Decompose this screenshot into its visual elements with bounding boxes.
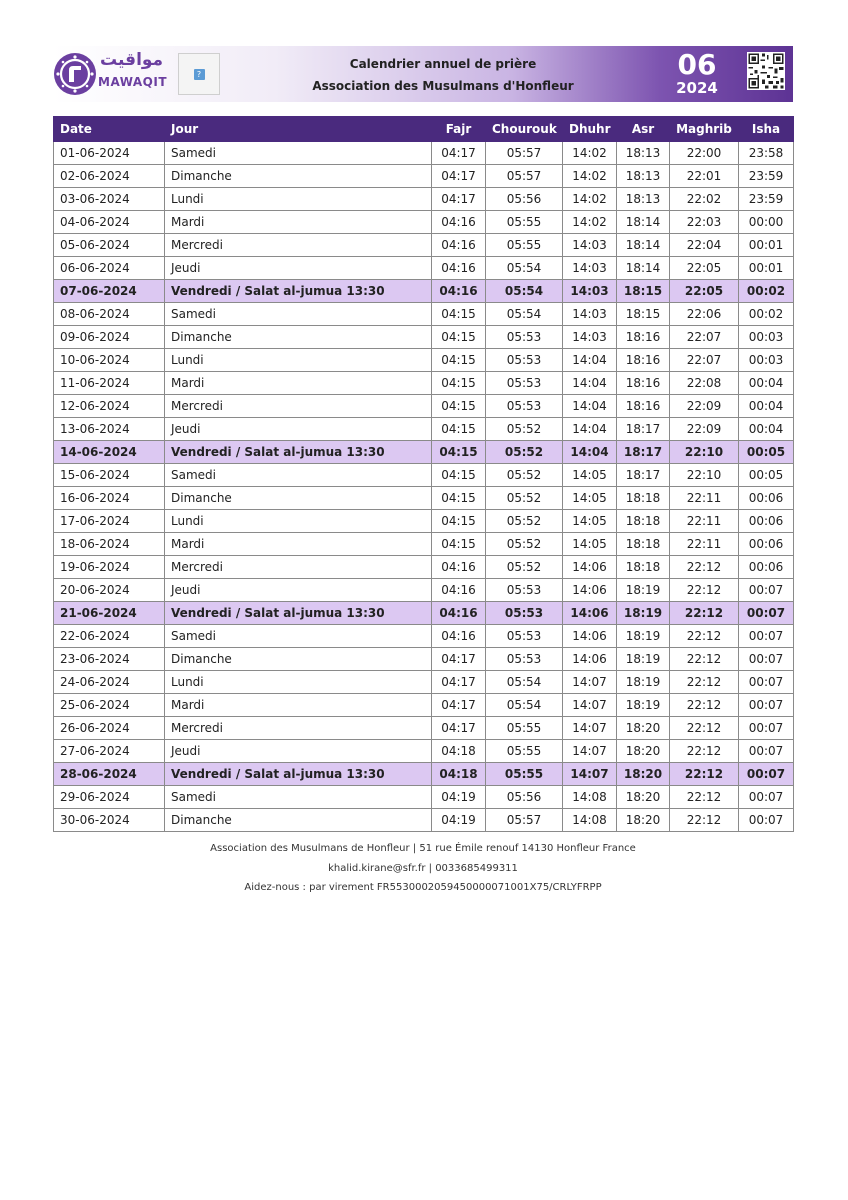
cell-dhuhr: 14:07 xyxy=(563,740,617,763)
cell-jour: Lundi xyxy=(165,188,432,211)
cell-maghrib: 22:12 xyxy=(670,740,739,763)
table-row xyxy=(54,809,794,832)
cell-isha: 00:07 xyxy=(739,579,794,602)
table-row xyxy=(54,464,794,487)
cell-jour: Dimanche xyxy=(165,648,432,671)
cell-dhuhr: 14:05 xyxy=(563,510,617,533)
cell-fajr: 04:15 xyxy=(432,326,486,349)
cell-maghrib: 22:12 xyxy=(670,717,739,740)
cell-fajr: 04:17 xyxy=(432,165,486,188)
cell-chourouk: 05:53 xyxy=(486,648,563,671)
cell-chourouk: 05:54 xyxy=(486,257,563,280)
cell-date: 04-06-2024 xyxy=(54,211,165,234)
cell-asr: 18:17 xyxy=(617,418,670,441)
cell-asr: 18:20 xyxy=(617,717,670,740)
table-row xyxy=(54,625,794,648)
cell-maghrib: 22:09 xyxy=(670,418,739,441)
month-number: 06 xyxy=(677,48,717,81)
cell-isha: 00:07 xyxy=(739,694,794,717)
table-row xyxy=(54,211,794,234)
cell-maghrib: 22:05 xyxy=(670,257,739,280)
cell-fajr: 04:16 xyxy=(432,234,486,257)
cell-jour: Mardi xyxy=(165,211,432,234)
cell-jour: Samedi xyxy=(165,786,432,809)
cell-chourouk: 05:54 xyxy=(486,303,563,326)
cell-dhuhr: 14:04 xyxy=(563,395,617,418)
cell-jour: Lundi xyxy=(165,349,432,372)
cell-date: 16-06-2024 xyxy=(54,487,165,510)
cell-asr: 18:14 xyxy=(617,234,670,257)
table-row xyxy=(54,326,794,349)
cell-date: 08-06-2024 xyxy=(54,303,165,326)
cell-maghrib: 22:03 xyxy=(670,211,739,234)
cell-asr: 18:16 xyxy=(617,372,670,395)
cell-asr: 18:16 xyxy=(617,395,670,418)
cell-fajr: 04:16 xyxy=(432,280,486,303)
cell-dhuhr: 14:02 xyxy=(563,211,617,234)
cell-chourouk: 05:52 xyxy=(486,510,563,533)
cell-asr: 18:19 xyxy=(617,625,670,648)
cell-maghrib: 22:05 xyxy=(670,280,739,303)
cell-jour: Lundi xyxy=(165,671,432,694)
cell-date: 10-06-2024 xyxy=(54,349,165,372)
cell-dhuhr: 14:08 xyxy=(563,786,617,809)
page-title: Calendrier annuel de prière xyxy=(349,57,537,71)
cell-maghrib: 22:12 xyxy=(670,671,739,694)
table-row xyxy=(54,165,794,188)
cell-chourouk: 05:55 xyxy=(486,740,563,763)
cell-date: 09-06-2024 xyxy=(54,326,165,349)
cell-date: 25-06-2024 xyxy=(54,694,165,717)
cell-chourouk: 05:55 xyxy=(486,763,563,786)
cell-maghrib: 22:11 xyxy=(670,533,739,556)
cell-jour: Dimanche xyxy=(165,487,432,510)
cell-dhuhr: 14:06 xyxy=(563,625,617,648)
cell-dhuhr: 14:02 xyxy=(563,188,617,211)
cell-chourouk: 05:53 xyxy=(486,326,563,349)
cell-jour: Mardi xyxy=(165,694,432,717)
footer-donation: Aidez-nous : par virement FR5530002059450000071001X75/CRLYFRPP xyxy=(244,882,602,893)
cell-isha: 00:01 xyxy=(739,234,794,257)
cell-chourouk: 05:53 xyxy=(486,395,563,418)
cell-date: 05-06-2024 xyxy=(54,234,165,257)
cell-maghrib: 22:12 xyxy=(670,556,739,579)
cell-dhuhr: 14:08 xyxy=(563,809,617,832)
cell-asr: 18:20 xyxy=(617,786,670,809)
cell-fajr: 04:16 xyxy=(432,556,486,579)
cell-date: 19-06-2024 xyxy=(54,556,165,579)
cell-jour: Vendredi / Salat al-jumua 13:30 xyxy=(165,602,432,625)
cell-jour: Samedi xyxy=(165,303,432,326)
header-banner xyxy=(53,46,793,102)
cell-dhuhr: 14:04 xyxy=(563,441,617,464)
column-header-maghrib: Maghrib xyxy=(670,117,739,142)
cell-jour: Vendredi / Salat al-jumua 13:30 xyxy=(165,441,432,464)
cell-maghrib: 22:11 xyxy=(670,510,739,533)
cell-chourouk: 05:55 xyxy=(486,211,563,234)
table-row xyxy=(54,694,794,717)
cell-fajr: 04:17 xyxy=(432,671,486,694)
cell-jour: Vendredi / Salat al-jumua 13:30 xyxy=(165,280,432,303)
cell-chourouk: 05:54 xyxy=(486,694,563,717)
table-row xyxy=(54,142,794,165)
table-row-friday xyxy=(54,602,794,625)
column-header-chourouk: Chourouk xyxy=(486,117,563,142)
column-header-isha: Isha xyxy=(739,117,794,142)
cell-isha: 00:06 xyxy=(739,510,794,533)
cell-fajr: 04:15 xyxy=(432,533,486,556)
cell-fajr: 04:16 xyxy=(432,625,486,648)
cell-asr: 18:20 xyxy=(617,740,670,763)
cell-asr: 18:19 xyxy=(617,579,670,602)
cell-dhuhr: 14:05 xyxy=(563,464,617,487)
cell-maghrib: 22:07 xyxy=(670,326,739,349)
cell-isha: 00:04 xyxy=(739,372,794,395)
cell-asr: 18:14 xyxy=(617,257,670,280)
cell-maghrib: 22:08 xyxy=(670,372,739,395)
cell-chourouk: 05:52 xyxy=(486,418,563,441)
cell-maghrib: 22:02 xyxy=(670,188,739,211)
cell-date: 07-06-2024 xyxy=(54,280,165,303)
cell-asr: 18:20 xyxy=(617,763,670,786)
cell-date: 03-06-2024 xyxy=(54,188,165,211)
cell-fajr: 04:15 xyxy=(432,510,486,533)
cell-isha: 00:07 xyxy=(739,763,794,786)
table-row xyxy=(54,717,794,740)
cell-maghrib: 22:07 xyxy=(670,349,739,372)
cell-date: 13-06-2024 xyxy=(54,418,165,441)
cell-asr: 18:16 xyxy=(617,349,670,372)
cell-asr: 18:15 xyxy=(617,303,670,326)
cell-asr: 18:19 xyxy=(617,602,670,625)
cell-date: 21-06-2024 xyxy=(54,602,165,625)
cell-dhuhr: 14:04 xyxy=(563,349,617,372)
cell-date: 17-06-2024 xyxy=(54,510,165,533)
cell-chourouk: 05:54 xyxy=(486,280,563,303)
cell-date: 27-06-2024 xyxy=(54,740,165,763)
cell-fajr: 04:15 xyxy=(432,464,486,487)
cell-maghrib: 22:12 xyxy=(670,809,739,832)
cell-dhuhr: 14:04 xyxy=(563,418,617,441)
cell-dhuhr: 14:03 xyxy=(563,257,617,280)
cell-fajr: 04:16 xyxy=(432,211,486,234)
cell-jour: Mercredi xyxy=(165,717,432,740)
cell-chourouk: 05:55 xyxy=(486,717,563,740)
cell-date: 20-06-2024 xyxy=(54,579,165,602)
cell-isha: 00:01 xyxy=(739,257,794,280)
cell-fajr: 04:17 xyxy=(432,188,486,211)
cell-chourouk: 05:56 xyxy=(486,188,563,211)
cell-jour: Mardi xyxy=(165,533,432,556)
cell-jour: Dimanche xyxy=(165,165,432,188)
cell-asr: 18:13 xyxy=(617,142,670,165)
logo-text: MAWAQIT xyxy=(98,75,168,89)
column-header-date: Date xyxy=(54,117,165,142)
mawaqit-logo-icon xyxy=(53,52,97,96)
cell-isha: 00:07 xyxy=(739,717,794,740)
cell-isha: 00:06 xyxy=(739,533,794,556)
cell-maghrib: 22:12 xyxy=(670,763,739,786)
cell-date: 26-06-2024 xyxy=(54,717,165,740)
cell-maghrib: 22:09 xyxy=(670,395,739,418)
table-row xyxy=(54,533,794,556)
cell-dhuhr: 14:05 xyxy=(563,487,617,510)
cell-dhuhr: 14:05 xyxy=(563,533,617,556)
table-row-friday xyxy=(54,441,794,464)
cell-date: 23-06-2024 xyxy=(54,648,165,671)
cell-fajr: 04:16 xyxy=(432,257,486,280)
table-row xyxy=(54,395,794,418)
cell-date: 22-06-2024 xyxy=(54,625,165,648)
cell-dhuhr: 14:06 xyxy=(563,556,617,579)
cell-chourouk: 05:53 xyxy=(486,625,563,648)
table-row xyxy=(54,556,794,579)
cell-chourouk: 05:53 xyxy=(486,602,563,625)
table-row xyxy=(54,487,794,510)
cell-fajr: 04:15 xyxy=(432,441,486,464)
cell-dhuhr: 14:04 xyxy=(563,372,617,395)
table-row xyxy=(54,257,794,280)
cell-date: 12-06-2024 xyxy=(54,395,165,418)
cell-dhuhr: 14:03 xyxy=(563,234,617,257)
cell-fajr: 04:15 xyxy=(432,349,486,372)
cell-maghrib: 22:12 xyxy=(670,602,739,625)
cell-jour: Mardi xyxy=(165,372,432,395)
column-header-fajr: Fajr xyxy=(432,117,486,142)
footer-address: Association des Musulmans de Honfleur | 51 rue Émile renouf 14130 Honfleur France xyxy=(210,843,636,854)
cell-isha: 00:07 xyxy=(739,786,794,809)
cell-chourouk: 05:55 xyxy=(486,234,563,257)
cell-fajr: 04:15 xyxy=(432,418,486,441)
cell-fajr: 04:15 xyxy=(432,487,486,510)
cell-chourouk: 05:57 xyxy=(486,809,563,832)
cell-date: 29-06-2024 xyxy=(54,786,165,809)
cell-fajr: 04:18 xyxy=(432,763,486,786)
cell-date: 18-06-2024 xyxy=(54,533,165,556)
table-row xyxy=(54,671,794,694)
cell-jour: Mercredi xyxy=(165,395,432,418)
cell-isha: 00:07 xyxy=(739,671,794,694)
cell-isha: 00:05 xyxy=(739,464,794,487)
cell-fajr: 04:16 xyxy=(432,579,486,602)
cell-fajr: 04:17 xyxy=(432,694,486,717)
prayer-times-table xyxy=(53,116,794,832)
table-row xyxy=(54,188,794,211)
cell-dhuhr: 14:03 xyxy=(563,280,617,303)
cell-chourouk: 05:57 xyxy=(486,142,563,165)
cell-isha: 00:07 xyxy=(739,648,794,671)
column-header-dhuhr: Dhuhr xyxy=(563,117,617,142)
cell-dhuhr: 14:03 xyxy=(563,326,617,349)
cell-isha: 00:06 xyxy=(739,556,794,579)
cell-fajr: 04:19 xyxy=(432,809,486,832)
cell-chourouk: 05:57 xyxy=(486,165,563,188)
cell-isha: 00:02 xyxy=(739,303,794,326)
cell-fajr: 04:17 xyxy=(432,648,486,671)
cell-dhuhr: 14:03 xyxy=(563,303,617,326)
table-row xyxy=(54,372,794,395)
cell-isha: 00:03 xyxy=(739,349,794,372)
cell-asr: 18:18 xyxy=(617,487,670,510)
cell-fajr: 04:17 xyxy=(432,717,486,740)
cell-isha: 23:59 xyxy=(739,188,794,211)
cell-asr: 18:19 xyxy=(617,671,670,694)
table-row-friday xyxy=(54,763,794,786)
cell-asr: 18:13 xyxy=(617,165,670,188)
cell-date: 02-06-2024 xyxy=(54,165,165,188)
cell-jour: Dimanche xyxy=(165,326,432,349)
cell-isha: 00:05 xyxy=(739,441,794,464)
cell-fajr: 04:18 xyxy=(432,740,486,763)
cell-maghrib: 22:01 xyxy=(670,165,739,188)
cell-isha: 00:07 xyxy=(739,740,794,763)
cell-maghrib: 22:12 xyxy=(670,625,739,648)
cell-asr: 18:18 xyxy=(617,510,670,533)
cell-maghrib: 22:10 xyxy=(670,464,739,487)
cell-chourouk: 05:52 xyxy=(486,487,563,510)
cell-isha: 23:58 xyxy=(739,142,794,165)
cell-asr: 18:19 xyxy=(617,648,670,671)
cell-maghrib: 22:12 xyxy=(670,579,739,602)
cell-dhuhr: 14:07 xyxy=(563,694,617,717)
mosque-photo-placeholder-icon: ? xyxy=(194,69,205,80)
table-row xyxy=(54,234,794,257)
cell-fajr: 04:19 xyxy=(432,786,486,809)
logo-arabic-text: مواقيت xyxy=(100,50,164,70)
table-row-friday xyxy=(54,280,794,303)
cell-asr: 18:18 xyxy=(617,556,670,579)
cell-date: 11-06-2024 xyxy=(54,372,165,395)
table-row xyxy=(54,648,794,671)
cell-dhuhr: 14:07 xyxy=(563,763,617,786)
cell-date: 28-06-2024 xyxy=(54,763,165,786)
cell-isha: 00:07 xyxy=(739,625,794,648)
cell-fajr: 04:15 xyxy=(432,395,486,418)
cell-fajr: 04:16 xyxy=(432,602,486,625)
cell-isha: 00:06 xyxy=(739,487,794,510)
cell-asr: 18:18 xyxy=(617,533,670,556)
cell-chourouk: 05:52 xyxy=(486,441,563,464)
cell-chourouk: 05:52 xyxy=(486,464,563,487)
cell-maghrib: 22:00 xyxy=(670,142,739,165)
cell-fajr: 04:17 xyxy=(432,142,486,165)
cell-isha: 00:02 xyxy=(739,280,794,303)
cell-date: 30-06-2024 xyxy=(54,809,165,832)
cell-isha: 00:04 xyxy=(739,418,794,441)
cell-asr: 18:17 xyxy=(617,441,670,464)
cell-chourouk: 05:53 xyxy=(486,349,563,372)
association-name: Association des Musulmans d'Honfleur xyxy=(312,79,574,93)
cell-maghrib: 22:11 xyxy=(670,487,739,510)
cell-date: 15-06-2024 xyxy=(54,464,165,487)
cell-isha: 00:00 xyxy=(739,211,794,234)
cell-asr: 18:15 xyxy=(617,280,670,303)
qr-code-icon xyxy=(747,52,785,90)
mosque-photo-placeholder xyxy=(178,53,220,95)
cell-chourouk: 05:52 xyxy=(486,556,563,579)
cell-jour: Vendredi / Salat al-jumua 13:30 xyxy=(165,763,432,786)
cell-jour: Mercredi xyxy=(165,234,432,257)
cell-jour: Jeudi xyxy=(165,579,432,602)
cell-chourouk: 05:56 xyxy=(486,786,563,809)
cell-jour: Samedi xyxy=(165,464,432,487)
cell-isha: 00:04 xyxy=(739,395,794,418)
cell-chourouk: 05:53 xyxy=(486,372,563,395)
cell-maghrib: 22:04 xyxy=(670,234,739,257)
cell-jour: Mercredi xyxy=(165,556,432,579)
cell-isha: 23:59 xyxy=(739,165,794,188)
table-row xyxy=(54,303,794,326)
cell-jour: Samedi xyxy=(165,625,432,648)
cell-isha: 00:03 xyxy=(739,326,794,349)
cell-asr: 18:19 xyxy=(617,694,670,717)
table-row xyxy=(54,418,794,441)
cell-maghrib: 22:06 xyxy=(670,303,739,326)
cell-maghrib: 22:12 xyxy=(670,694,739,717)
cell-jour: Dimanche xyxy=(165,809,432,832)
cell-chourouk: 05:52 xyxy=(486,533,563,556)
cell-dhuhr: 14:06 xyxy=(563,579,617,602)
cell-dhuhr: 14:07 xyxy=(563,671,617,694)
cell-fajr: 04:15 xyxy=(432,303,486,326)
table-row xyxy=(54,740,794,763)
column-header-asr: Asr xyxy=(617,117,670,142)
cell-maghrib: 22:10 xyxy=(670,441,739,464)
cell-jour: Jeudi xyxy=(165,257,432,280)
cell-maghrib: 22:12 xyxy=(670,786,739,809)
cell-jour: Jeudi xyxy=(165,740,432,763)
cell-chourouk: 05:53 xyxy=(486,579,563,602)
cell-date: 14-06-2024 xyxy=(54,441,165,464)
cell-isha: 00:07 xyxy=(739,809,794,832)
cell-asr: 18:17 xyxy=(617,464,670,487)
cell-jour: Jeudi xyxy=(165,418,432,441)
cell-isha: 00:07 xyxy=(739,602,794,625)
cell-chourouk: 05:54 xyxy=(486,671,563,694)
table-row xyxy=(54,579,794,602)
table-row xyxy=(54,786,794,809)
cell-asr: 18:20 xyxy=(617,809,670,832)
table-row xyxy=(54,349,794,372)
cell-fajr: 04:15 xyxy=(432,372,486,395)
cell-jour: Lundi xyxy=(165,510,432,533)
cell-dhuhr: 14:06 xyxy=(563,648,617,671)
footer-contact: khalid.kirane@sfr.fr | 0033685499311 xyxy=(328,863,518,874)
cell-dhuhr: 14:06 xyxy=(563,602,617,625)
cell-date: 01-06-2024 xyxy=(54,142,165,165)
cell-maghrib: 22:12 xyxy=(670,648,739,671)
cell-date: 06-06-2024 xyxy=(54,257,165,280)
column-header-jour: Jour xyxy=(165,117,432,142)
table-header-row xyxy=(54,117,794,142)
cell-dhuhr: 14:02 xyxy=(563,142,617,165)
cell-dhuhr: 14:02 xyxy=(563,165,617,188)
cell-asr: 18:13 xyxy=(617,188,670,211)
cell-asr: 18:16 xyxy=(617,326,670,349)
year-number: 2024 xyxy=(676,79,718,97)
cell-date: 24-06-2024 xyxy=(54,671,165,694)
cell-jour: Samedi xyxy=(165,142,432,165)
table-row xyxy=(54,510,794,533)
cell-dhuhr: 14:07 xyxy=(563,717,617,740)
cell-asr: 18:14 xyxy=(617,211,670,234)
